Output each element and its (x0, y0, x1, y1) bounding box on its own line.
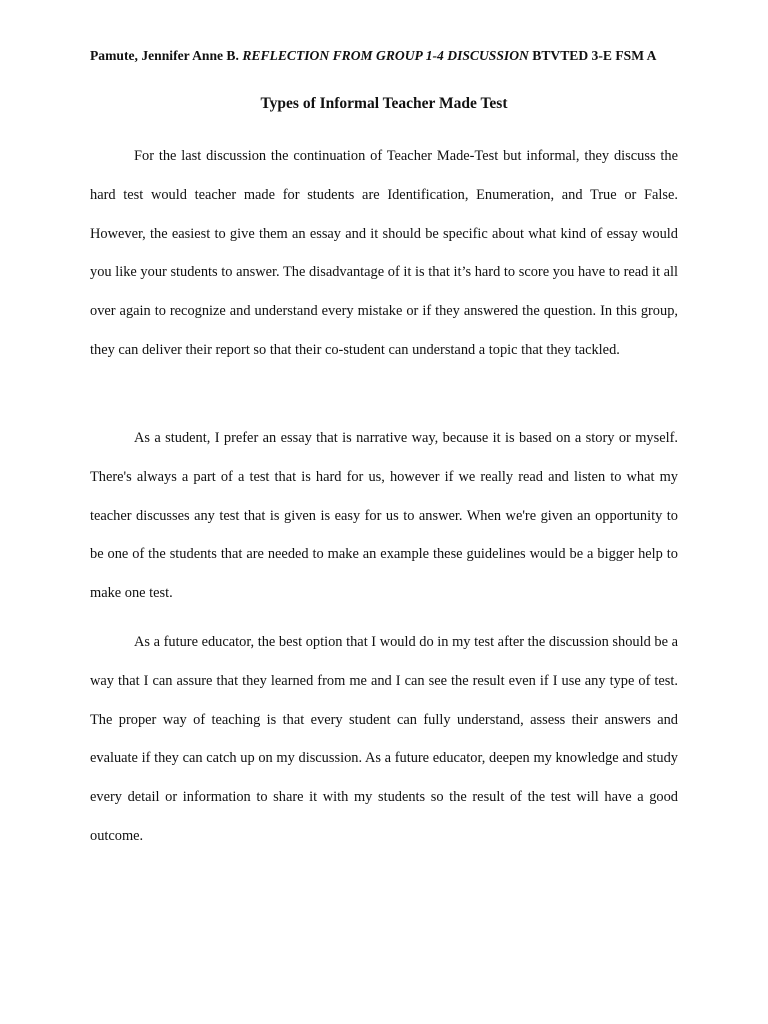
paragraph: As a student, I prefer an essay that is narrative way, because it is based on a story or myself. There's always a part of a test that is hard for us, however if we really read and listen to what my teacher discusses any test that is given is easy for us to answer. When we're given an opportunity to be one of the students that are needed to make an example these guidelines would be a bigger help to make one test. (90, 430, 678, 602)
header-author: Pamute, Jennifer Anne B. (90, 48, 239, 63)
header-title: REFLECTION FROM GROUP 1-4 DISCUSSION (242, 48, 529, 63)
paragraph: For the last discussion the continuation of Teacher Made-Test but informal, they discuss the hard test would teacher made for students are Identification, Enumeration, and True or False. However, the easiest to give them an essay and it should be specific about what kind of essay would you like your students to answer. The disadvantage of it is that it’s hard to score you have to read it all over again to recognize and understand every mistake or if they answered the question. In this group, they can deliver their report so that their co-student can understand a topic that they tackled. (90, 148, 678, 358)
paragraph: As a future educator, the best option that I would do in my test after the discussion should be a way that I can assure that they learned from me and I can see the result even if I use any type of test. The proper way of teaching is that every student can fully understand, assess their answers and evaluate if they can catch up on my discussion. As a future educator, deepen my knowledge and study every detail or information to share it with my students so the result of the test will have a good outcome. (90, 634, 678, 844)
header-section: BTVTED 3-E FSM A (532, 48, 657, 63)
page-header (90, 46, 690, 66)
document-title: Types of Informal Teacher Made Test (260, 95, 508, 112)
